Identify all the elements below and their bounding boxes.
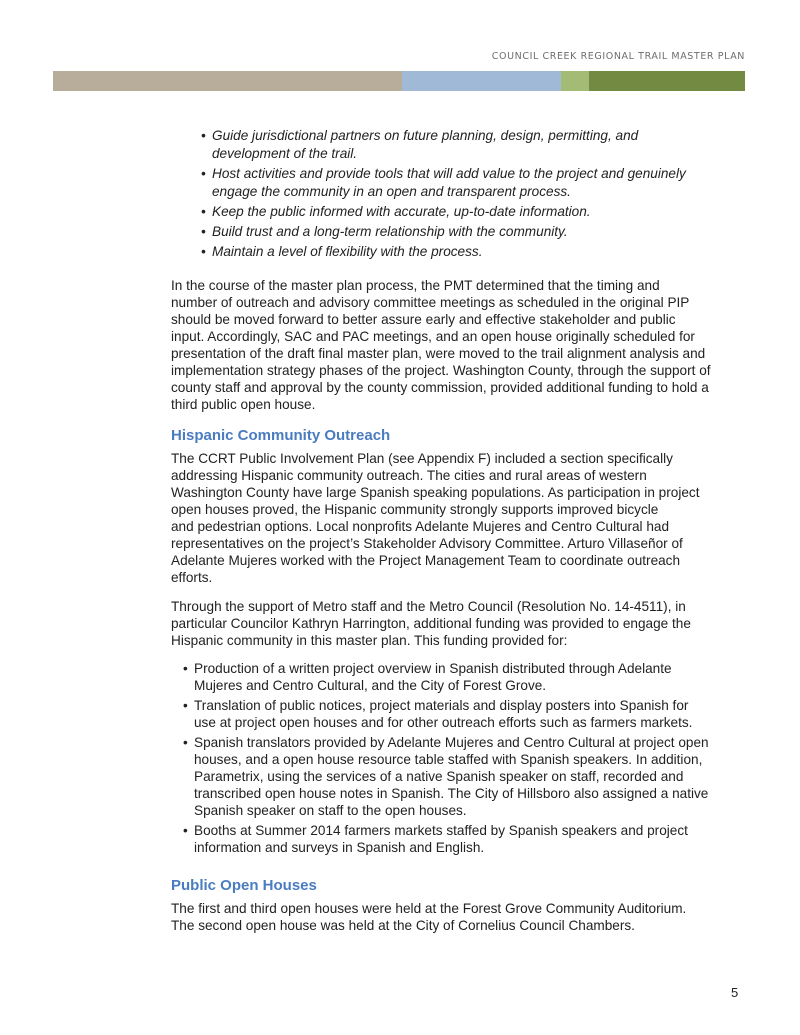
bullet-icon: • xyxy=(201,128,206,143)
text-line: particular Councilor Kathryn Harrington, additional funding was provided to engage the xyxy=(171,616,691,631)
text-line: The CCRT Public Involvement Plan (see Appendix F) included a section specifically xyxy=(171,451,673,466)
text-line: transcribed open house notes in Spanish. The City of Hillsboro also assigned a native xyxy=(194,786,709,801)
list-item xyxy=(201,223,751,241)
text-line: number of outreach and advisory committee meetings as scheduled in the original PIP xyxy=(171,295,690,310)
text-line: Washington County have large Spanish speaking populations. As participation in project xyxy=(171,485,700,500)
list-item xyxy=(183,660,751,694)
text-line: Spanish translators provided by Adelante Mujeres and Centro Cultural at project open xyxy=(194,735,709,750)
list-item xyxy=(201,203,751,221)
bullet-icon: • xyxy=(201,166,206,181)
text-line: Mujeres and Centro Cultural, and the City of Forest Grove. xyxy=(194,678,547,693)
text-line: efforts. xyxy=(171,570,213,585)
text-line: The first and third open houses were held at the Forest Grove Community Auditorium. xyxy=(171,901,687,916)
header-band-light-green xyxy=(561,71,589,91)
text-line: and pedestrian options. Local nonprofits Adelante Mujeres and Centro Cultural had xyxy=(171,519,670,534)
text-line: input. Accordingly, SAC and PAC meetings, and an open house originally scheduled for xyxy=(171,329,695,344)
text-line: Through the support of Metro staff and the Metro Council (Resolution No. 14-4511), in xyxy=(171,599,686,614)
text-line: use at project open houses and for other outreach efforts such as farmers markets. xyxy=(194,715,693,730)
paragraph-hispanic-outreach xyxy=(171,450,751,586)
bullet-icon: • xyxy=(183,735,188,750)
text-line: open houses proved, the Hispanic community strongly supports improved bicycle xyxy=(171,502,659,517)
text-line: Translation of public notices, project materials and display posters into Spanish for xyxy=(194,698,689,713)
list-item xyxy=(183,697,751,731)
text-line: Parametrix, using the services of a native Spanish speaker on staff, recorded and xyxy=(194,769,684,784)
text-line: Guide jurisdictional partners on future planning, design, permitting, and xyxy=(212,128,639,143)
paragraph-open-houses xyxy=(171,900,751,934)
text-line: Adelante Mujeres worked with the Project Management Team to coordinate outreach xyxy=(171,553,681,568)
text-line: representatives on the project’s Stakeholder Advisory Committee. Arturo Villaseñor of xyxy=(171,536,683,551)
paragraph-metro-funding xyxy=(171,598,751,649)
page-number: 5 xyxy=(731,985,739,1000)
bullet-icon: • xyxy=(183,823,188,838)
bullet-icon: • xyxy=(201,204,206,219)
header-band-tan xyxy=(53,71,402,91)
list-item xyxy=(183,734,751,819)
funding-list xyxy=(183,660,751,856)
heading-public-open-houses: Public Open Houses xyxy=(171,877,317,894)
text-line: engage the community in an open and transparent process. xyxy=(212,184,571,199)
bullet-icon: • xyxy=(183,698,188,713)
text-line: Production of a written project overview in Spanish distributed through Adelante xyxy=(194,661,672,676)
bullet-icon: • xyxy=(183,661,188,676)
text-line: Keep the public informed with accurate, up-to-date information. xyxy=(212,204,591,219)
text-line: In the course of the master plan process, the PMT determined that the timing and xyxy=(171,278,660,293)
text-line: implementation strategy phases of the project. Washington County, through the support of xyxy=(171,363,711,378)
text-line: addressing Hispanic community outreach. The cities and rural areas of western xyxy=(171,468,647,483)
text-line: should be moved forward to better assure early and effective stakeholder and public xyxy=(171,312,676,327)
text-line: Build trust and a long-term relationship with the community. xyxy=(212,224,568,239)
heading-hispanic-outreach: Hispanic Community Outreach xyxy=(171,427,391,444)
paragraph-pip-timing xyxy=(171,277,751,413)
text-line: third public open house. xyxy=(171,397,316,412)
text-line: Maintain a level of flexibility with the process. xyxy=(212,244,483,259)
header-band-blue xyxy=(402,71,561,91)
goals-list xyxy=(201,127,751,261)
list-item xyxy=(201,165,751,201)
text-line: houses, and a open house resource table staffed with Spanish speakers. In addition, xyxy=(194,752,703,767)
text-line: Booths at Summer 2014 farmers markets staffed by Spanish speakers and project xyxy=(194,823,688,838)
header-band-dark-green xyxy=(589,71,745,91)
text-line: information and surveys in Spanish and English. xyxy=(194,840,485,855)
list-item xyxy=(183,822,751,856)
list-item xyxy=(201,243,751,261)
bullet-icon: • xyxy=(201,224,206,239)
text-line: Spanish speaker on staff to the open houses. xyxy=(194,803,467,818)
bullet-icon: • xyxy=(201,244,206,259)
text-line: presentation of the draft final master plan, were moved to the trail alignment analysis and xyxy=(171,346,706,361)
running-header: COUNCIL CREEK REGIONAL TRAIL MASTER PLAN xyxy=(491,51,745,62)
text-line: Hispanic community in this master plan. This funding provided for: xyxy=(171,633,568,648)
list-item xyxy=(201,127,751,163)
text-line: The second open house was held at the City of Cornelius Council Chambers. xyxy=(171,918,635,933)
page-body xyxy=(171,127,751,946)
text-line: Host activities and provide tools that will add value to the project and genuinely xyxy=(212,166,686,181)
text-line: county staff and approval by the county commission, provided additional funding to hold a xyxy=(171,380,709,395)
text-line: development of the trail. xyxy=(212,146,358,161)
